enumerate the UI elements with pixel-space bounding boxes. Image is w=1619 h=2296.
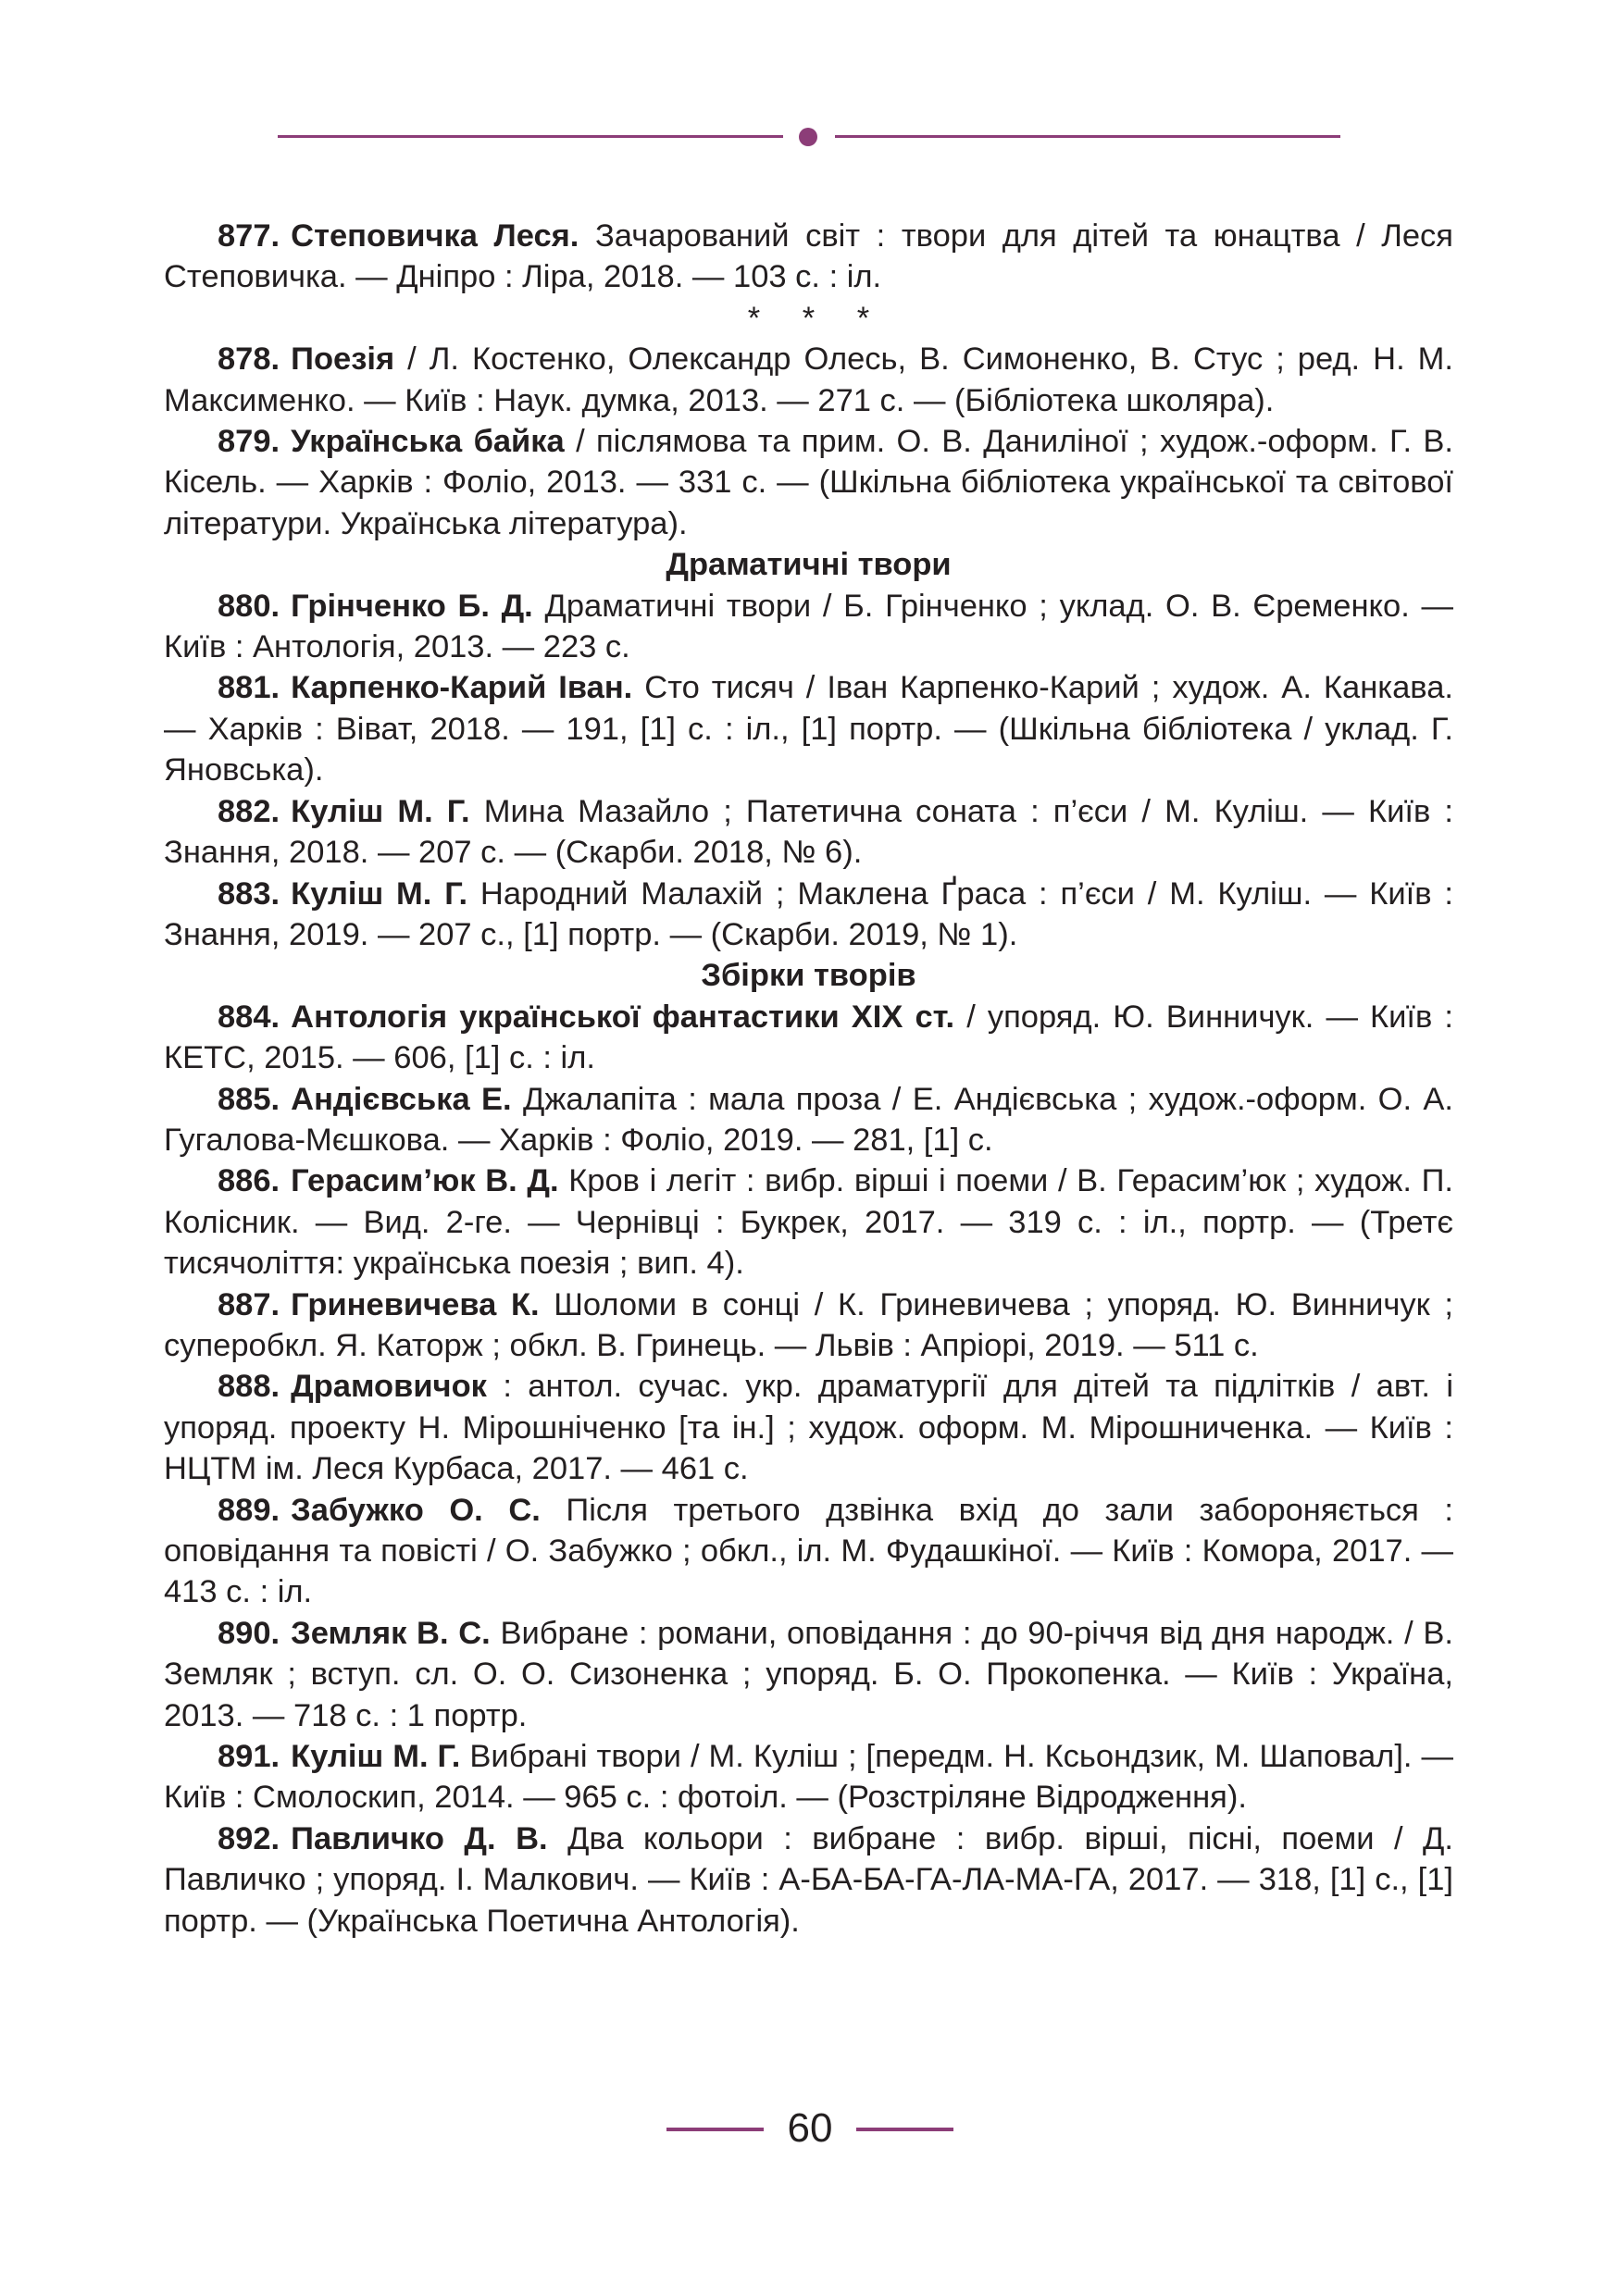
- bibliography-entry: [164, 667, 1453, 790]
- entry-description: : антол. сучас. укр. драматургії для дітей та підлітків / авт. і упоряд. проекту Н. Мірошніченко [та ін.] ; худож. оформ. М. Мірошниченка. — Київ : НЦТМ ім. Леся Курбаса, 2017. — 461 с.: [164, 1369, 1453, 1487]
- entry-heading: Забужко О. С.: [291, 1492, 541, 1528]
- entry-heading: Куліш М. Г.: [291, 875, 468, 912]
- entry-heading: Куліш М. Г.: [291, 793, 470, 829]
- top-ornament: [278, 128, 1340, 146]
- bibliography-entry: [164, 216, 1453, 298]
- bibliography-entry: [164, 1366, 1453, 1489]
- entry-description: Вибране : романи, оповідання : до 90-річчя від дня народж. / В. Земляк ; вступ. сл. О. О. Сизоненка ; упоряд. Б. О. Прокопенка. — Київ : Україна, 2013. — 718 с. : 1 портр.: [164, 1615, 1453, 1733]
- entry-number: 890.: [218, 1615, 280, 1651]
- page-number: 60: [787, 2105, 833, 2151]
- entry-heading: Андієвська Е.: [291, 1081, 512, 1117]
- page-footer: [666, 2101, 953, 2156]
- ornament-line-right: [835, 135, 1340, 138]
- ornament-dot: [799, 128, 817, 146]
- entry-description: Джалапіта : мала проза / Е. Андієвська ; худож.-оформ. О. А. Гугалова-Мєшкова. — Харків : Фоліо, 2019. — 281, [1] с.: [164, 1081, 1454, 1158]
- entry-number: 892.: [218, 1820, 280, 1856]
- entry-number: 884.: [218, 999, 280, 1035]
- footer-line-right: [856, 2128, 953, 2131]
- bibliography-entry: [164, 421, 1453, 544]
- entry-number: 879.: [218, 424, 280, 460]
- entry-heading: Українська байка: [291, 424, 565, 460]
- entry-description: Вибрані твори / М. Куліш ; [передм. Н. Ксьондзик, М. Шаповал]. — Київ : Смолоскип, 2014. — 965 с. : фотоіл. — (Розстріляне Відродження).: [164, 1739, 1453, 1816]
- entry-description: Народний Малахій ; Маклена Ґраса : п’єси / М. Куліш. — Київ : Знання, 2019. — 207 с., [1] портр. — (Скарби. 2019, № 1).: [164, 875, 1453, 952]
- bibliography-entry: [164, 997, 1453, 1079]
- entry-description: Шоломи в сонці / К. Гриневичева ; упоряд. Ю. Винничук ; суперобкл. Я. Каторж ; обкл. В. Гринець. — Львів : Апріорі, 2019. — 511 с.: [164, 1286, 1453, 1363]
- entry-heading: Гриневичева К.: [291, 1286, 540, 1322]
- entry-number: 886.: [218, 1163, 280, 1199]
- entry-number: 889.: [218, 1492, 280, 1528]
- entry-number: 885.: [218, 1081, 280, 1117]
- ornament-line-left: [278, 135, 783, 138]
- bibliography-entry: [164, 339, 1453, 421]
- entry-heading: Куліш М. Г.: [291, 1739, 461, 1775]
- entry-description: Після третього дзвінка вхід до зали забороняється : оповідання та повісті / О. Забужко ; обкл., іл. М. Фудашкіної. — Київ : Комора, 2017. — 413 с. : іл.: [164, 1492, 1454, 1610]
- bibliography-entry: [164, 1736, 1453, 1818]
- entry-heading: Антологія української фантастики XIX ст.: [291, 999, 955, 1035]
- entry-heading: Земляк В. С.: [291, 1615, 491, 1651]
- entry-number: 882.: [218, 793, 280, 829]
- entry-number: 883.: [218, 875, 280, 912]
- entry-heading: Степовичка Леся.: [291, 218, 579, 254]
- entry-description: / Л. Костенко, Олександр Олесь, В. Симоненко, В. Стус ; ред. Н. М. Максименко. — Київ : Наук. думка, 2013. — 271 с. — (Бібліотека школяра).: [164, 341, 1453, 418]
- bibliography-content: [164, 216, 1453, 1942]
- entry-description: Сто тисяч / Іван Карпенко-Карий ; худож. А. Канкава. — Харків : Віват, 2018. — 191, [1] с. : іл., [1] портр. — (Шкільна бібліотека / уклад. Г. Яновська).: [164, 670, 1454, 788]
- entry-heading: Герасим’юк В. Д.: [291, 1163, 559, 1199]
- bibliography-entry: [164, 1160, 1453, 1284]
- entry-description: Драматичні твори / Б. Грінченко ; уклад. О. В. Єременко. — Київ : Антологія, 2013. — 223 с.: [164, 588, 1453, 665]
- footer-line-left: [666, 2128, 764, 2131]
- bibliography-entry: [164, 1285, 1453, 1367]
- entry-description: / післямова та прим. О. В. Даниліної ; худож.-оформ. Г. В. Кісель. — Харків : Фоліо, 2013. — 331 с. — (Шкільна бібліотека української та світової літератури. Українська література).: [164, 424, 1453, 541]
- entry-description: Зачарований світ : твори для дітей та юнацтва / Леся Степовичка. — Дніпро : Ліра, 2018. — 103 с. : іл.: [164, 218, 1453, 295]
- entry-heading: Карпенко-Карий Іван.: [291, 670, 633, 706]
- entry-description: / упоряд. Ю. Винничук. — Київ : КЕТС, 2015. — 606, [1] с. : іл.: [164, 999, 1453, 1076]
- entry-number: 881.: [218, 670, 280, 706]
- section-title-collections: Збірки творів: [701, 958, 916, 994]
- bibliography-entry: [164, 586, 1453, 668]
- bibliography-entry: [164, 1613, 1453, 1736]
- entry-description: Кров і легіт : вибр. вірші і поеми / В. Герасим’юк ; худож. П. Колісник. — Вид. 2-ге. — Чернівці : Букрек, 2017. — 319 с. : іл., портр. — (Третє тисячоліття: українська поезія ; вип. 4).: [164, 1163, 1453, 1282]
- entry-heading: Грінченко Б. Д.: [291, 588, 533, 624]
- entry-heading: Павличко Д. В.: [291, 1820, 548, 1856]
- bibliography-entry: [164, 1490, 1453, 1613]
- entry-heading: Драмовичок: [291, 1369, 487, 1405]
- bibliography-entry: [164, 1079, 1453, 1161]
- entry-number: 888.: [218, 1369, 280, 1405]
- bibliography-entry: [164, 1818, 1453, 1942]
- entry-number: 887.: [218, 1286, 280, 1322]
- entry-description: Два кольори : вибране : вибр. вірші, пісні, поеми / Д. Павличко ; упоряд. І. Малкович. — Київ : А-БА-БА-ГА-ЛА-МА-ГА, 2017. — 318, [1] с., [1] портр. — (Українська Поетична Антологія).: [164, 1820, 1453, 1939]
- entry-number: 891.: [218, 1739, 280, 1775]
- entry-number: 878.: [218, 341, 280, 378]
- separator-asterisks: * * *: [747, 300, 887, 336]
- bibliography-entry: [164, 791, 1453, 874]
- entry-description: Мина Мазайло ; Патетична соната : п’єси / М. Куліш. — Київ : Знання, 2018. — 207 с. — (Скарби. 2018, № 6).: [164, 793, 1454, 871]
- entry-number: 880.: [218, 588, 280, 624]
- entry-number: 877.: [218, 218, 280, 254]
- section-title-dramatic: Драматичні твори: [666, 547, 952, 583]
- bibliography-entry: [164, 874, 1453, 956]
- entry-heading: Поезія: [291, 341, 395, 378]
